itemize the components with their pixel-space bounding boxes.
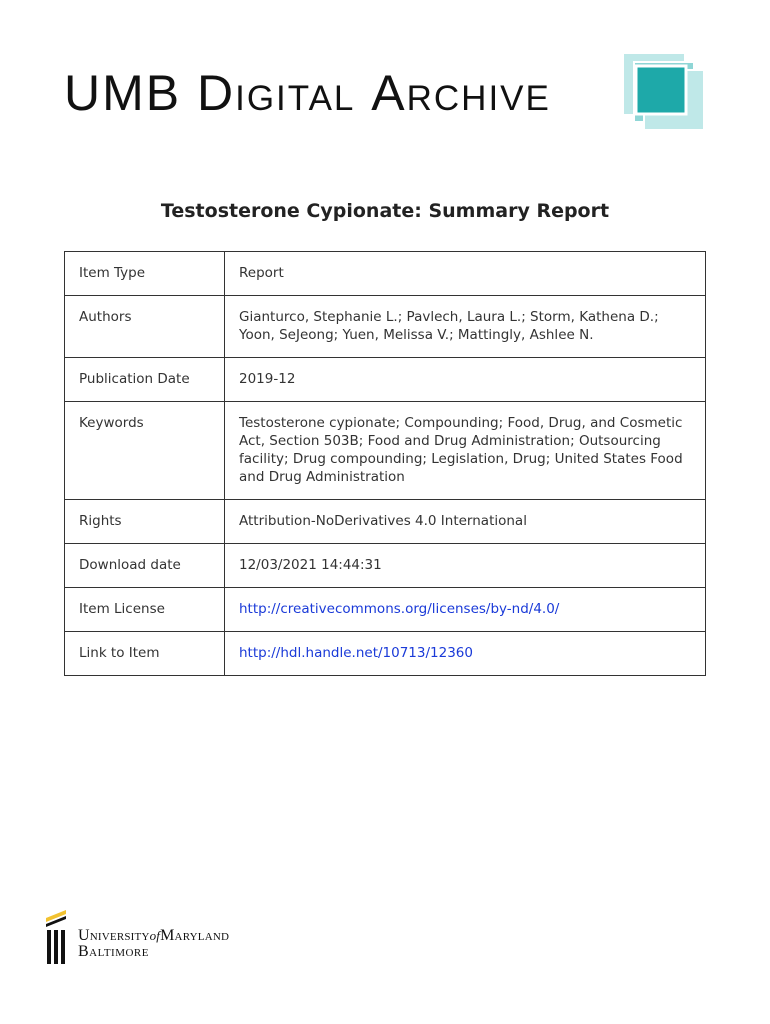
row-label: Item License (65, 588, 225, 632)
table-row (65, 588, 706, 632)
row-value: Report (225, 252, 706, 296)
row-value: 12/03/2021 14:44:31 (225, 544, 706, 588)
row-value (225, 632, 706, 676)
table-row (65, 500, 706, 544)
row-value: 2019-12 (225, 358, 706, 402)
table-row (65, 544, 706, 588)
table-row (65, 402, 706, 500)
table-row (65, 296, 706, 358)
row-value: Attribution-NoDerivatives 4.0 International (225, 500, 706, 544)
row-value: Gianturco, Stephanie L.; Pavlech, Laura L.; Storm, Kathena D.; Yoon, SeJeong; Yuen, Melissa V.; Mattingly, Ashlee N. (225, 296, 706, 358)
stacked-teal-squares-icon (622, 52, 706, 132)
document-title: Testosterone Cypionate: Summary Report (160, 200, 610, 222)
row-label: Item Type (65, 252, 225, 296)
row-label: Link to Item (65, 632, 225, 676)
row-value: Testosterone cypionate; Compounding; Food, Drug, and Cosmetic Act, Section 503B; Food and Drug Administration; Outsourcing facility; Drug compounding; Legislation, Drug; United States Food and Drug Administration (225, 402, 706, 500)
umb-pillars-icon (44, 908, 74, 968)
university-name: UniversityofMaryland Baltimore (78, 927, 230, 960)
umb-footer-logo (44, 908, 294, 968)
archive-title: UMB Digital Archive (64, 65, 551, 121)
row-label: Download date (65, 544, 225, 588)
table-row (65, 358, 706, 402)
metadata-table (64, 251, 706, 676)
row-label: Authors (65, 296, 225, 358)
table-row (65, 632, 706, 676)
table-row (65, 252, 706, 296)
row-value (225, 588, 706, 632)
item-handle-link[interactable]: http://hdl.handle.net/10713/12360 (239, 645, 473, 661)
archive-header (64, 52, 714, 142)
row-label: Publication Date (65, 358, 225, 402)
item-license-link[interactable]: http://creativecommons.org/licenses/by-nd/4.0/ (239, 601, 560, 617)
row-label: Keywords (65, 402, 225, 500)
row-label: Rights (65, 500, 225, 544)
